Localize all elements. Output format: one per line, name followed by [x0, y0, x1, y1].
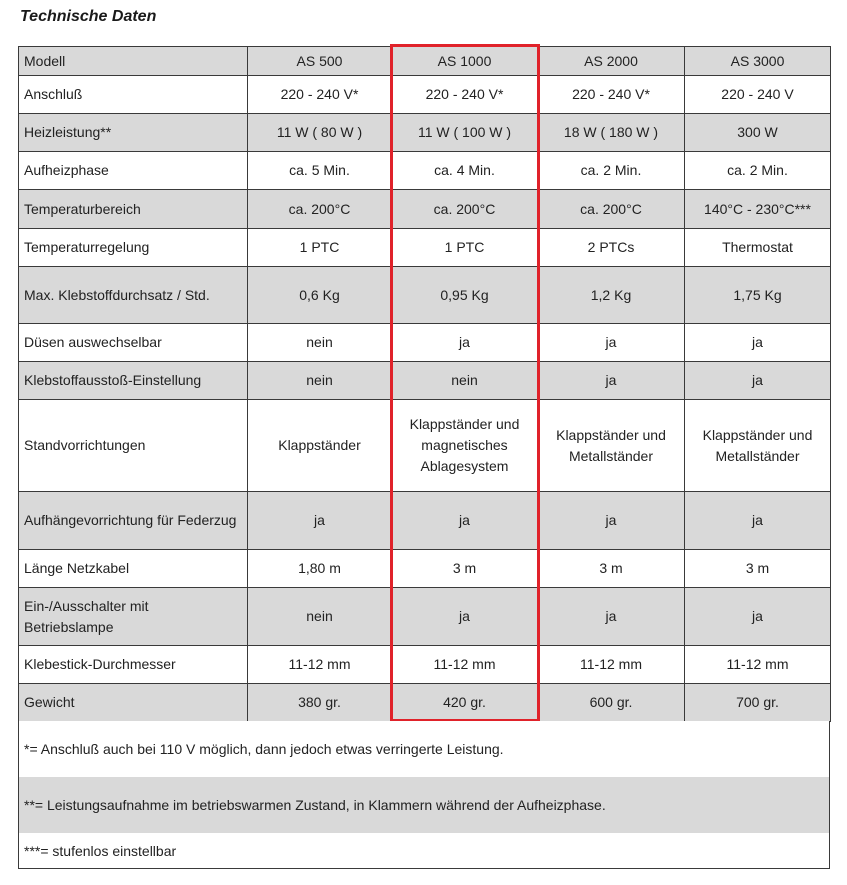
value-cell: ca. 4 Min.	[392, 152, 538, 190]
value-cell: 11-12 mm	[685, 646, 831, 684]
value-cell: ja	[538, 324, 685, 362]
table-row	[19, 362, 831, 400]
value-cell: 1 PTC	[392, 229, 538, 267]
table-row	[19, 114, 831, 152]
row-label: Max. Klebstoffdurchsatz / Std.	[19, 267, 248, 324]
value-cell: 140°C - 230°C***	[685, 190, 831, 229]
row-label: Aufhängevorrichtung für Federzug	[19, 492, 248, 550]
value-cell: 11 W ( 100 W )	[392, 114, 538, 152]
table-row	[19, 588, 831, 646]
value-cell: 3 m	[392, 550, 538, 588]
value-cell: 1 PTC	[248, 229, 392, 267]
footnotes	[18, 721, 830, 869]
table-row	[19, 550, 831, 588]
value-cell: 11-12 mm	[538, 646, 685, 684]
value-cell: Klappständer	[248, 400, 392, 492]
header-cell: AS 2000	[538, 47, 685, 76]
page-title: Technische Daten	[20, 8, 157, 25]
table-row	[19, 190, 831, 229]
row-label: Anschluß	[19, 76, 248, 114]
value-cell: 11 W ( 80 W )	[248, 114, 392, 152]
value-cell: 1,80 m	[248, 550, 392, 588]
row-label: Temperaturbereich	[19, 190, 248, 229]
value-cell: 0,6 Kg	[248, 267, 392, 324]
value-cell: 3 m	[685, 550, 831, 588]
row-label: Ein-/Ausschalter mit Betriebslampe	[19, 588, 248, 646]
value-cell: 220 - 240 V*	[248, 76, 392, 114]
value-cell: 3 m	[538, 550, 685, 588]
value-cell: ja	[685, 362, 831, 400]
value-cell: 220 - 240 V*	[392, 76, 538, 114]
value-cell: 1,2 Kg	[538, 267, 685, 324]
value-cell: ja	[538, 362, 685, 400]
table-row	[19, 324, 831, 362]
row-label: Temperaturregelung	[19, 229, 248, 267]
value-cell: 2 PTCs	[538, 229, 685, 267]
table-row	[19, 400, 831, 492]
value-cell: Klappständer und Metallständer	[538, 400, 685, 492]
value-cell: 600 gr.	[538, 684, 685, 722]
footnote-2: **= Leistungsaufnahme im betriebswarmen Zustand, in Klammern während der Aufheizphase.	[19, 777, 829, 833]
value-cell: nein	[248, 362, 392, 400]
value-cell: nein	[248, 324, 392, 362]
value-cell: Thermostat	[685, 229, 831, 267]
row-label: Standvorrichtungen	[19, 400, 248, 492]
value-cell: ja	[538, 588, 685, 646]
value-cell: 700 gr.	[685, 684, 831, 722]
value-cell: ca. 2 Min.	[538, 152, 685, 190]
row-label: Düsen auswechselbar	[19, 324, 248, 362]
value-cell: ja	[248, 492, 392, 550]
value-cell: 220 - 240 V*	[538, 76, 685, 114]
header-row	[19, 47, 831, 76]
header-cell: AS 3000	[685, 47, 831, 76]
value-cell: ca. 5 Min.	[248, 152, 392, 190]
row-label: Klebstoffausstoß-Einstellung	[19, 362, 248, 400]
value-cell: nein	[392, 362, 538, 400]
footnote-3: ***= stufenlos einstellbar	[19, 833, 829, 868]
value-cell: ca. 200°C	[248, 190, 392, 229]
value-cell: 0,95 Kg	[392, 267, 538, 324]
spec-table	[18, 46, 831, 722]
row-label: Gewicht	[19, 684, 248, 722]
table-row	[19, 267, 831, 324]
value-cell: ca. 2 Min.	[685, 152, 831, 190]
value-cell: ja	[685, 492, 831, 550]
table-row	[19, 229, 831, 267]
value-cell: Klappständer und magnetisches Ablagesystem	[392, 400, 538, 492]
table-row	[19, 76, 831, 114]
value-cell: 11-12 mm	[248, 646, 392, 684]
value-cell: 18 W ( 180 W )	[538, 114, 685, 152]
header-cell: AS 500	[248, 47, 392, 76]
table-row	[19, 492, 831, 550]
table-row	[19, 646, 831, 684]
row-label: Klebestick-Durchmesser	[19, 646, 248, 684]
header-cell: Modell	[19, 47, 248, 76]
header-cell: AS 1000	[392, 47, 538, 76]
value-cell: 300 W	[685, 114, 831, 152]
value-cell: ca. 200°C	[392, 190, 538, 229]
value-cell: ja	[392, 324, 538, 362]
value-cell: Klappständer und Metallständer	[685, 400, 831, 492]
table-row	[19, 152, 831, 190]
value-cell: 420 gr.	[392, 684, 538, 722]
value-cell: nein	[248, 588, 392, 646]
value-cell: ja	[685, 324, 831, 362]
value-cell: 1,75 Kg	[685, 267, 831, 324]
row-label: Aufheizphase	[19, 152, 248, 190]
footnote-1: *= Anschluß auch bei 110 V möglich, dann jedoch etwas verringerte Leistung.	[19, 721, 829, 777]
value-cell: ja	[392, 588, 538, 646]
value-cell: ja	[685, 588, 831, 646]
value-cell: 11-12 mm	[392, 646, 538, 684]
row-label: Heizleistung**	[19, 114, 248, 152]
table-row	[19, 684, 831, 722]
row-label: Länge Netzkabel	[19, 550, 248, 588]
value-cell: ca. 200°C	[538, 190, 685, 229]
value-cell: 220 - 240 V	[685, 76, 831, 114]
value-cell: ja	[392, 492, 538, 550]
value-cell: 380 gr.	[248, 684, 392, 722]
value-cell: ja	[538, 492, 685, 550]
